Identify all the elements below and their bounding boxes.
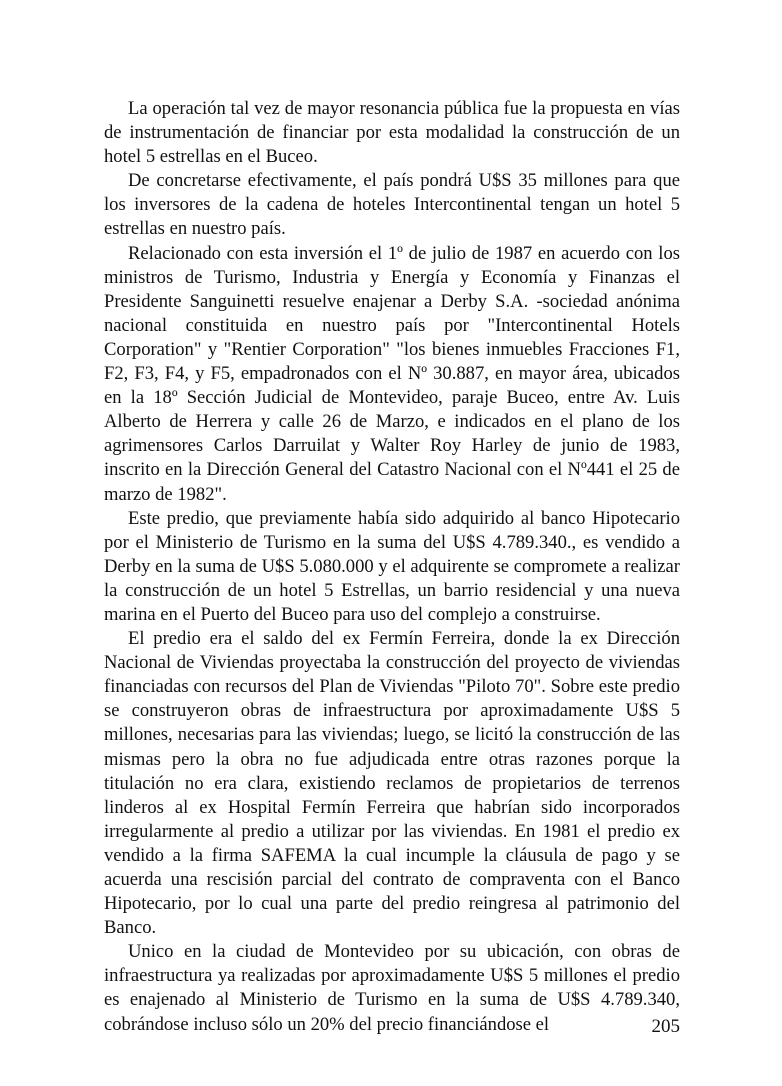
paragraph: Este predio, que previamente había sido adquirido al banco Hipotecario por el Ministerio de Turismo en la suma del U$S 4.789.340., es vendido a Derby en la suma de U$S 5.080.000 y el adquirente se compromete a realizar la construcción de un hotel 5 Estrellas, un barrio residencial y una nueva marina en el Puerto del Buceo para uso del complejo a construirse.: [104, 507, 680, 625]
paragraph: Relacionado con esta inversión el 1º de julio de 1987 en acuerdo con los ministros de Turismo, Industria y Energía y Economía y Finanzas el Presidente Sanguinetti resuelve enajenar a Derby S.A. -sociedad anónima nacional constituida en nuestro país por "Intercontinental Hotels Corporation" y "Rentier Corporation" "los bienes inmuebles Fracciones F1, F2, F3, F4, y F5, empadronados con el Nº 30.887, en mayor área, ubicados en la 18º Sección Judicial de Montevideo, paraje Buceo, entre Av. Luis Alberto de Herrera y calle 26 de Marzo, e indicados en el plano de los agrimensores Carlos Darruilat y Walter Roy Harley de junio de 1983, inscrito en la Dirección General del Catastro Nacional con el Nº441 el 25 de marzo de 1982".: [104, 242, 680, 505]
paragraph: La operación tal vez de mayor resonancia pública fue la propuesta en vías de instrumentación de financiar por esta modalidad la construcción de un hotel 5 estrellas en el Buceo.: [104, 98, 680, 168]
page-number: 205: [651, 1016, 680, 1037]
paragraph: Unico en la ciudad de Montevideo por su ubicación, con obras de infraestructura ya realizadas por aproximadamente U$S 5 millones el predio es enajenado al Ministerio de Turismo en la suma de U$S 4.789.340, cobrándose incluso sólo un 20% del precio financiándose el: [104, 941, 680, 1035]
paragraph: De concretarse efectivamente, el país pondrá U$S 35 millones para que los inversores de la cadena de hoteles Intercontinental tengan un hotel 5 estrellas en nuestro país.: [104, 170, 680, 240]
page-body: [104, 97, 680, 1037]
paragraph: El predio era el saldo del ex Fermín Ferreira, donde la ex Dirección Nacional de Viviendas proyectaba la construcción del proyecto de viviendas financiadas con recursos del Plan de Viviendas "Piloto 70". Sobre este predio se construyeron obras de infraestructura por aproximadamente U$S 5 millones, necesarias para las viviendas; luego, se licitó la construcción de las mismas pero la obra no fue adjudicada entre otras razones porque la titulación no era clara, existiendo reclamos de propietarios de terrenos linderos al ex Hospital Fermín Ferreira que habrían sido incorporados irregularmente al predio a utilizar por las viviendas. En 1981 el predio ex vendido a la firma SAFEMA la cual incumple la cláusula de pago y se acuerda una rescisión parcial del contrato de compraventa con el Banco Hipotecario, por lo cual una parte del predio reingresa al patrimonio del Banco.: [104, 628, 680, 939]
